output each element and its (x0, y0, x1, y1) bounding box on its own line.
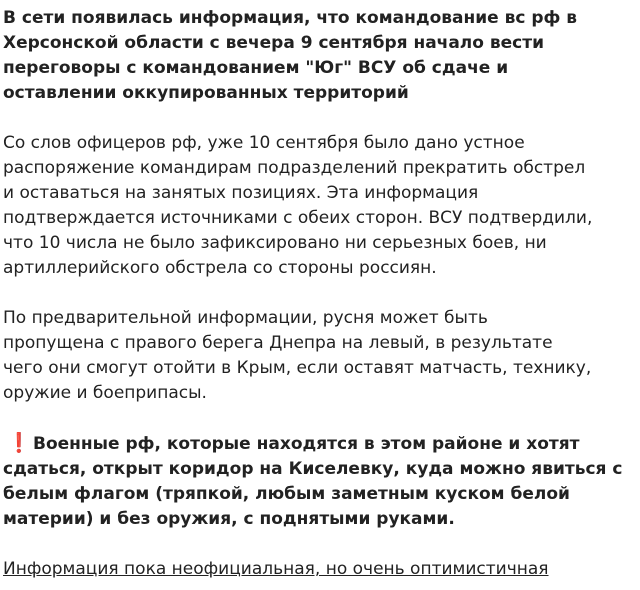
post-headline: В сети появилась информация, что командование вс рф в Херсонской области с вечера 9 сентября начало вести переговоры с командованием "Юг" ВСУ об сдаче и оставлении оккупированных территорий (3, 8, 578, 103)
post-alert (3, 431, 637, 532)
message-post (3, 6, 637, 582)
exclamation-icon: ❗ (7, 432, 31, 454)
post-footer-note: Информация пока неофициальная, но очень оптимистичная (3, 559, 549, 579)
post-paragraph-officers: Со слов офицеров рф, уже 10 сентября было дано устное распоряжение командирам подразделений прекратить обстрел и оставаться на занятых позициях. Эта информация подтверждается источниками с обеих сторон. ВСУ подтвердили, что 10 числа не было зафиксировано ни серьезных боев, ни артиллерийского обстрела со стороны россиян. (3, 133, 593, 278)
post-alert-text: Военные рф, которые находятся в этом районе и хотят сдаться, открыт коридор на Киселевку, куда можно явиться с белым флагом (тряпкой, любым заметным куском белой материи) и без оружия, с поднятыми руками. (3, 434, 623, 529)
post-paragraph-preliminary: По предварительной информации, русня может быть пропущена с правого берега Днепра на левый, в результате чего они смогут отойти в Крым, если оставят матчасть, технику, оружие и боеприпасы. (3, 308, 592, 403)
